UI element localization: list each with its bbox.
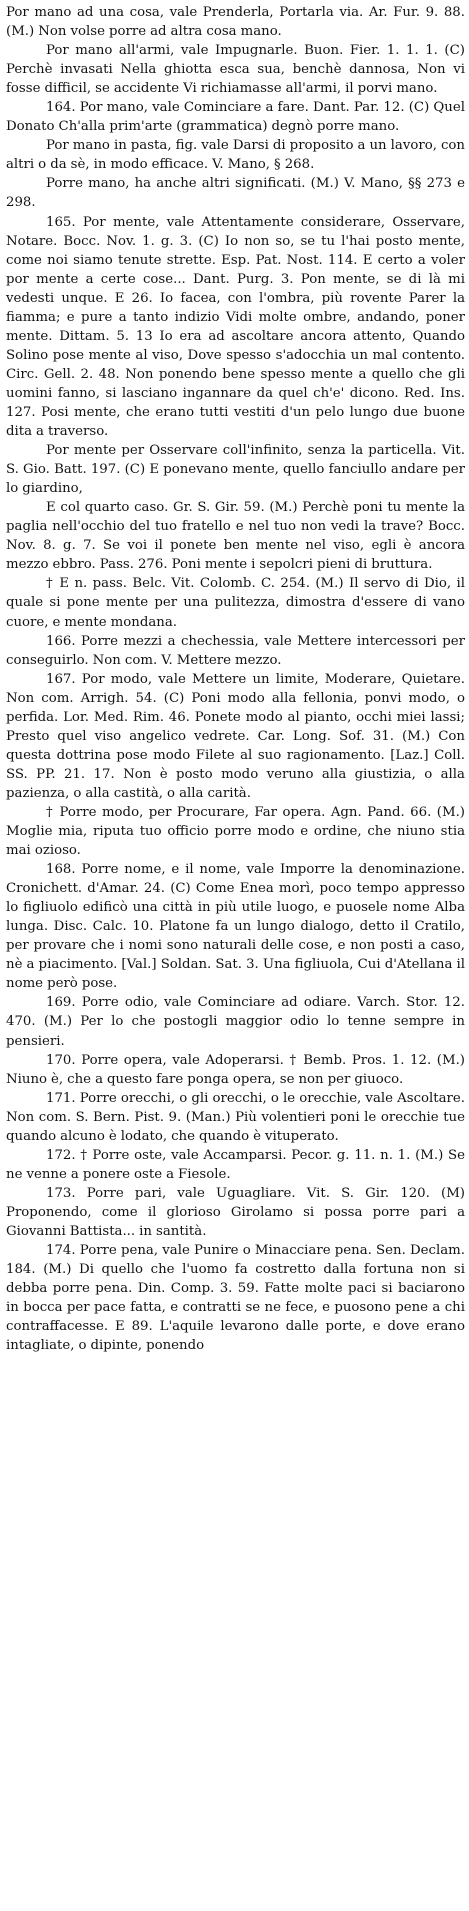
entry-por-mente-infinito: Por mente per Osservare coll'infinito, senza la particella. Vit. S. Gio. Batt. 197. (C) E ponevano mente, quello fanciullo andare per lo giardino, <box>6 443 465 497</box>
entry-n-pass: † E n. pass. Belc. Vit. Colomb. C. 254. (M.) Il servo di Dio, il quale si pone mente per una pulitezza, dimostra d'essere di vano cuore, e mente mondana. <box>6 576 465 630</box>
entry-174-porre-pena: 174. Porre pena, vale Punire o Minacciare pena. Sen. Declam. 184. (M.) Di quello che l'uomo fa costretto dalla fortuna non si debba porre pena. Din. Comp. 3. 59. Fatte molte paci si baciarono in bocca per pace fatta, e contratti se ne fece, e puosono pene a chi contraffacesse. E 89. L'aquile levarono dalle porte, e dove erano intagliate, o dipinte, ponendo <box>6 1243 465 1354</box>
entry-173-porre-pari: 173. Porre pari, vale Uguagliare. Vit. S. Gir. 120. (M) Proponendo, come il glorioso Girolamo si possa porre pari a Giovanni Battista... in santità. <box>6 1185 465 1239</box>
entry-166-porre-mezzi: 166. Porre mezzi a chechessia, vale Mettere intercessori per conseguirlo. Non com. V. Mettere mezzo. <box>6 633 465 668</box>
entry-169-porre-odio: 169. Porre odio, vale Cominciare ad odiare. Varch. Stor. 12. 470. (M.) Per lo che postogli maggior odio lo tenne sempre in pensieri. <box>6 995 465 1049</box>
entry-por-mano-all-armi: Por mano all'armi, vale Impugnarle. Buon. Fier. 1. 1. 1. (C) Perchè invasati Nella ghiotta esca sua, benchè dannosa, Non vi fosse difficil, se accidente Vi richiamasse all'armi, il porvi mano. <box>6 43 465 97</box>
entry-168-porre-nome: 168. Porre nome, e il nome, vale Imporre la denominazione. Cronichett. d'Amar. 24. (C) Come Enea morì, poco tempo appresso lo figliuolo edificò una città in più utile luogo, e puosele nome Alba lunga. Disc. Calc. 10. Platone fa un lungo dialogo, detto il Cratilo, per provare che i nomi sono naturali delle cose, e non posti a caso, nè a piacimento. [Val.] Soldan. Sat. 3. Una figliuola, Cui d'Atellana il nome però pose. <box>6 862 465 992</box>
entry-porre-modo: † Porre modo, per Procurare, Far opera. Agn. Pand. 66. (M.) Moglie mia, riputa tuo officio porre modo e ordine, che niuno stia mai ozioso. <box>6 804 465 859</box>
entry-171-porre-orecchi: 171. Porre orecchi, o gli orecchi, o le orecchie, vale Ascoltare. Non com. S. Bern. Pist. 9. (Man.) Più volentieri poni le orecchie tue quando alcuno è lodato, che quando è vituperato. <box>6 1090 465 1144</box>
entry-167-por-modo: 167. Por modo, vale Mettere un limite, Moderare, Quietare. Non com. Arrigh. 54. (C) Poni modo alla fellonia, ponvi modo, o perfida. Lor. Med. Rim. 46. Ponete modo al pianto, occhi miei lassi; Presto quel viso angelico vedrete. Car. Long. Sof. 31. (M.) Con questa dottrina pose modo Filete al suo ragionamento. [Laz.] Coll. SS. PP. 21. 17. Non è posto modo veruno alla giustizia, o alla pazienza, o alla castità, o alla carità. <box>6 671 465 801</box>
entry-por-mano-in-pasta: Por mano in pasta, fig. vale Darsi di proposito a un lavoro, con altri o da sè, in modo efficace. V. Mano, § 268. <box>6 138 465 173</box>
entry-por-mano-ad-una-cosa: Por mano ad una cosa, vale Prenderla, Portarla via. Ar. Fur. 9. 88. (M.) Non volse porre ad altra cosa mano. <box>6 5 465 40</box>
entry-165-por-mente: 165. Por mente, vale Attentamente considerare, Osservare, Notare. Bocc. Nov. 1. g. 3. (C) Io non so, se tu l'hai posto mente, come noi siamo tenute strette. Esp. Pat. Nost. 114. E certo a voler por mente a certe cose... Dant. Purg. 3. Pon mente, se di là mi vedesti unque. E 26. Io facea, con l'ombra, più rovente Parer la fiamma; e pure a tanto indizio Vidi molte ombre, andando, poner mente. Dittam. 5. 13 Io era ad ascoltare ancora attento, Quando Solino pose mente al viso, Dove spesso s'adocchia un mal contento. Circ. Gell. 2. 48. Non ponendo bene spesso mente a quello che gli uomini fanno, si lasciano ingannare da quel ch'e' dicono. Red. Ins. 127. Posi mente, che erano tutti vestiti d'un pelo lungo due buone dita a traverso. <box>6 214 465 440</box>
entry-170-porre-opera: 170. Porre opera, vale Adoperarsi. † Bemb. Pros. 1. 12. (M.) Niuno è, che a questo fare ponga opera, se non per giuoco. <box>6 1052 465 1087</box>
entry-porre-mano: Porre mano, ha anche altri significati. (M.) V. Mano, §§ 273 e 298. <box>6 176 465 211</box>
entry-172-porre-oste: 172. † Porre oste, vale Accamparsi. Pecor. g. 11. n. 1. (M.) Se ne venne a ponere oste a Fiesole. <box>6 1147 465 1182</box>
entry-164-por-mano: 164. Por mano, vale Cominciare a fare. Dant. Par. 12. (C) Quel Donato Ch'alla prim'arte (grammatica) degnò porre mano. <box>6 100 465 135</box>
entry-col-quarto-caso: E col quarto caso. Gr. S. Gir. 59. (M.) Perchè poni tu mente la paglia nell'occhio del tuo fratello e nel tuo non vedi la trave? Bocc. Nov. 8. g. 7. Se voi il ponete ben mente nel viso, egli è ancora mezzo ebbro. Pass. 276. Poni mente i sepolcri pieni di bruttura. <box>6 500 465 573</box>
